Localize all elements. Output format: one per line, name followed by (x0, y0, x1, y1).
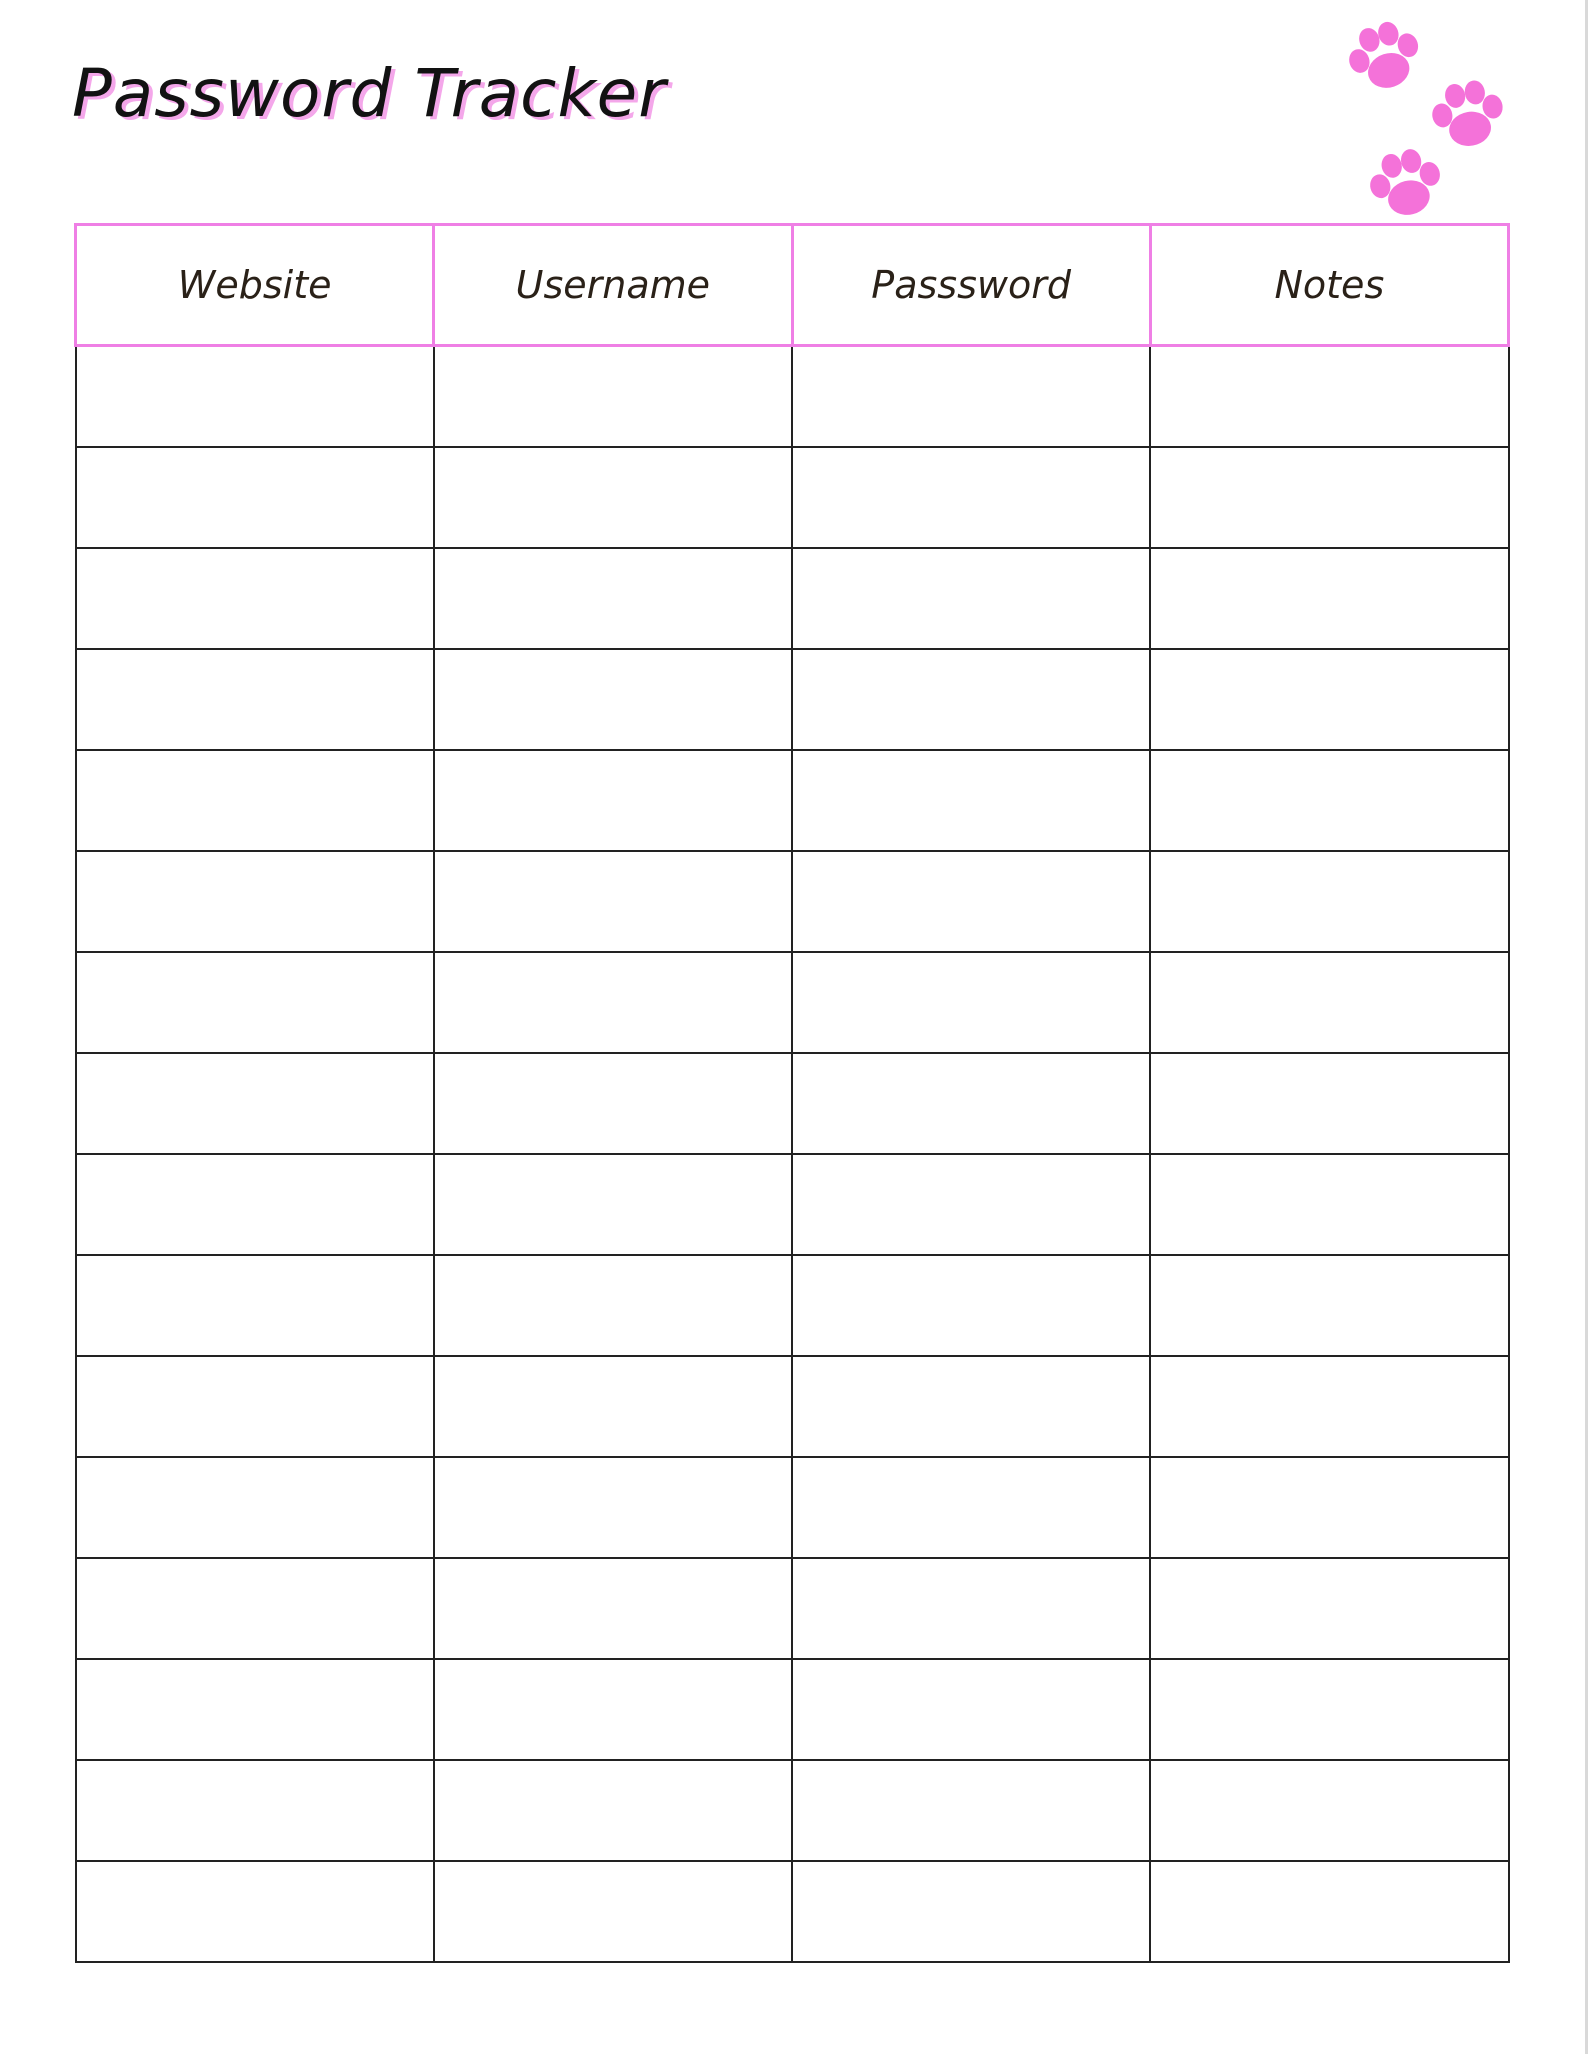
table-cell-username[interactable] (434, 1760, 792, 1861)
table-cell-website[interactable] (76, 952, 434, 1053)
table-cell-website[interactable] (76, 1659, 434, 1760)
paw-icon (1341, 15, 1428, 98)
table-row (76, 548, 1509, 649)
table-cell-username[interactable] (434, 952, 792, 1053)
table-cell-password[interactable] (792, 1154, 1150, 1255)
table-cell-username[interactable] (434, 649, 792, 750)
table-cell-username[interactable] (434, 1558, 792, 1659)
table-cell-notes[interactable] (1150, 548, 1508, 649)
table-cell-website[interactable] (76, 1861, 434, 1962)
table-cell-username[interactable] (434, 548, 792, 649)
table-cell-notes[interactable] (1150, 851, 1508, 952)
table-cell-password[interactable] (792, 548, 1150, 649)
table-cell-password[interactable] (792, 649, 1150, 750)
table-cell-username[interactable] (434, 346, 792, 448)
table-row (76, 1558, 1509, 1659)
table-cell-username[interactable] (434, 447, 792, 548)
table-cell-website[interactable] (76, 649, 434, 750)
table-row (76, 447, 1509, 548)
table-cell-username[interactable] (434, 1255, 792, 1356)
table-cell-website[interactable] (76, 346, 434, 448)
table-cell-notes[interactable] (1150, 1558, 1508, 1659)
table-cell-website[interactable] (76, 1457, 434, 1558)
table-cell-notes[interactable] (1150, 1053, 1508, 1154)
table-cell-website[interactable] (76, 1760, 434, 1861)
table-cell-website[interactable] (76, 1558, 434, 1659)
table-cell-password[interactable] (792, 851, 1150, 952)
table-cell-notes[interactable] (1150, 346, 1508, 448)
table-cell-password[interactable] (792, 1255, 1150, 1356)
column-header-password: Passsword (792, 225, 1150, 346)
table-cell-password[interactable] (792, 447, 1150, 548)
table-cell-notes[interactable] (1150, 1861, 1508, 1962)
table-cell-username[interactable] (434, 1154, 792, 1255)
table-row (76, 1356, 1509, 1457)
table-cell-password[interactable] (792, 1053, 1150, 1154)
table-row (76, 952, 1509, 1053)
table-cell-website[interactable] (76, 1154, 434, 1255)
table-row (76, 851, 1509, 952)
table-cell-website[interactable] (76, 851, 434, 952)
table-cell-notes[interactable] (1150, 1154, 1508, 1255)
table-body (76, 346, 1509, 1963)
table-row (76, 750, 1509, 851)
column-header-website: Website (76, 225, 434, 346)
table-cell-password[interactable] (792, 1457, 1150, 1558)
table-row (76, 1760, 1509, 1861)
table-row (76, 1255, 1509, 1356)
table-cell-website[interactable] (76, 1255, 434, 1356)
column-header-username: Username (434, 225, 792, 346)
table-cell-password[interactable] (792, 1760, 1150, 1861)
table-cell-password[interactable] (792, 1861, 1150, 1962)
table-cell-notes[interactable] (1150, 1760, 1508, 1861)
table-row (76, 1861, 1509, 1962)
table-row (76, 649, 1509, 750)
table-row (76, 1154, 1509, 1255)
table-cell-password[interactable] (792, 750, 1150, 851)
table-cell-username[interactable] (434, 750, 792, 851)
table-cell-password[interactable] (792, 952, 1150, 1053)
table-cell-website[interactable] (76, 447, 434, 548)
table-cell-notes[interactable] (1150, 1659, 1508, 1760)
table-cell-notes[interactable] (1150, 649, 1508, 750)
table-row (76, 1659, 1509, 1760)
paw-icon (1364, 143, 1448, 222)
table-cell-website[interactable] (76, 1053, 434, 1154)
table-row (76, 346, 1509, 448)
password-table (74, 223, 1510, 1963)
table-row (76, 1457, 1509, 1558)
table-cell-notes[interactable] (1150, 1457, 1508, 1558)
table-cell-username[interactable] (434, 1659, 792, 1760)
table-cell-notes[interactable] (1150, 1356, 1508, 1457)
table-cell-website[interactable] (76, 750, 434, 851)
table-cell-notes[interactable] (1150, 1255, 1508, 1356)
table-cell-password[interactable] (792, 1659, 1150, 1760)
table-cell-username[interactable] (434, 1861, 792, 1962)
paw-prints-decoration (1330, 14, 1520, 224)
table-cell-username[interactable] (434, 851, 792, 952)
paw-icon (1427, 76, 1508, 151)
table-cell-notes[interactable] (1150, 447, 1508, 548)
page-title: Password Tracker (72, 55, 667, 132)
table-cell-username[interactable] (434, 1356, 792, 1457)
table-cell-notes[interactable] (1150, 750, 1508, 851)
table-cell-username[interactable] (434, 1053, 792, 1154)
table-header-row (76, 225, 1509, 346)
table-cell-username[interactable] (434, 1457, 792, 1558)
table-cell-password[interactable] (792, 1558, 1150, 1659)
table-cell-website[interactable] (76, 1356, 434, 1457)
table-cell-password[interactable] (792, 1356, 1150, 1457)
table-cell-website[interactable] (76, 548, 434, 649)
table-cell-notes[interactable] (1150, 952, 1508, 1053)
table-cell-password[interactable] (792, 346, 1150, 448)
table-row (76, 1053, 1509, 1154)
column-header-notes: Notes (1150, 225, 1508, 346)
